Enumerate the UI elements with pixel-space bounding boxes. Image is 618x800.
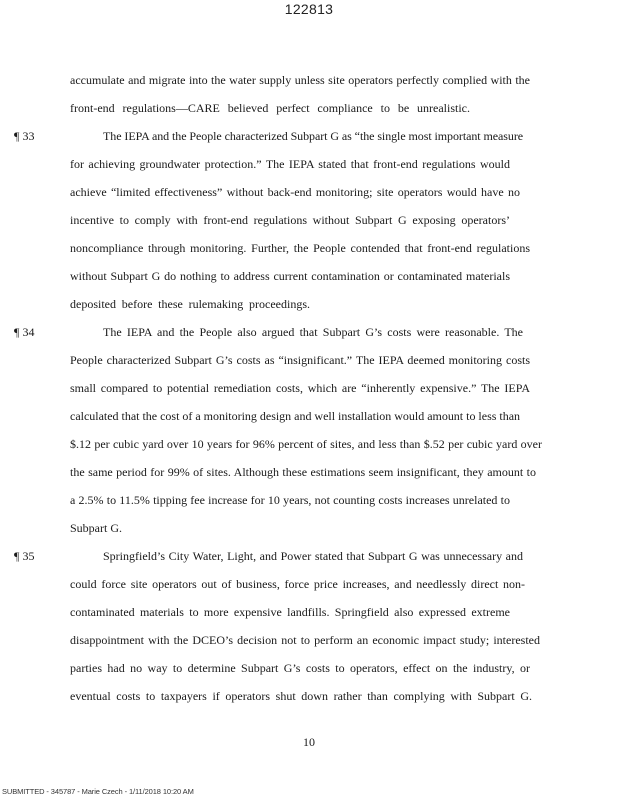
body-line: contaminated materials to more expensive landfills. Springfield also expressed extreme [70,605,510,619]
body-line: Subpart G. [70,521,122,535]
body-line: for achieving groundwater protection.” The IEPA stated that front-end regulations would [70,157,510,171]
body-line: People characterized Subpart G’s costs as “insignificant.” The IEPA deemed monitoring costs [70,353,530,367]
body-line: could force site operators out of business, force price increases, and needlessly direct non- [70,577,525,591]
body-line: deposited before these rulemaking proceedings. [70,297,310,311]
body-line: noncompliance through monitoring. Further, the People contended that front-end regulations [70,241,530,255]
body-line: small compared to potential remediation costs, which are “inherently expensive.” The IEPA [70,381,530,395]
body-line: calculated that the cost of a monitoring design and well installation would amount to less than [70,409,520,423]
submitted-stamp: SUBMITTED - 345787 - Marie Czech - 1/11/2018 10:20 AM [2,787,194,796]
body-line: front-end regulations—CARE believed perfect compliance to be unrealistic. [70,101,470,115]
document-number: 122813 [284,1,334,17]
body-line: a 2.5% to 11.5% tipping fee increase for 10 years, not counting costs increases unrelated to [70,493,510,507]
body-line: the same period for 99% of sites. Although these estimations seem insignificant, they amount to [70,465,536,479]
body-line: achieve “limited effectiveness” without back-end monitoring; site operators would have no [70,185,520,199]
body-line: eventual costs to taxpayers if operators shut down rather than complying with Subpart G. [70,689,532,703]
body-line: accumulate and migrate into the water supply unless site operators perfectly complied with the [70,73,530,87]
body-line: The IEPA and the People characterized Subpart G as “the single most important measure [103,129,524,143]
body-line: incentive to comply with front-end regulations without Subpart G exposing operators’ [70,213,510,227]
paragraph-marker-33: ¶ 33 [14,129,35,143]
paragraph-marker-34: ¶ 34 [14,325,35,339]
body-line: disappointment with the DCEO’s decision not to perform an economic impact study; interested [70,633,540,647]
body-line: $.12 per cubic yard over 10 years for 96% percent of sites, and less than $.52 per cubic yard over [70,437,542,451]
body-line: parties had no way to determine Subpart G’s costs to operators, effect on the industry, or [70,661,530,675]
page-number: 10 [303,735,315,749]
body-line: Springfield’s City Water, Light, and Power stated that Subpart G was unnecessary and [103,549,523,563]
body-line: The IEPA and the People also argued that Subpart G’s costs were reasonable. The [103,325,523,339]
paragraph-marker-35: ¶ 35 [14,549,35,563]
body-line: without Subpart G do nothing to address current contamination or contaminated materials [70,269,510,283]
